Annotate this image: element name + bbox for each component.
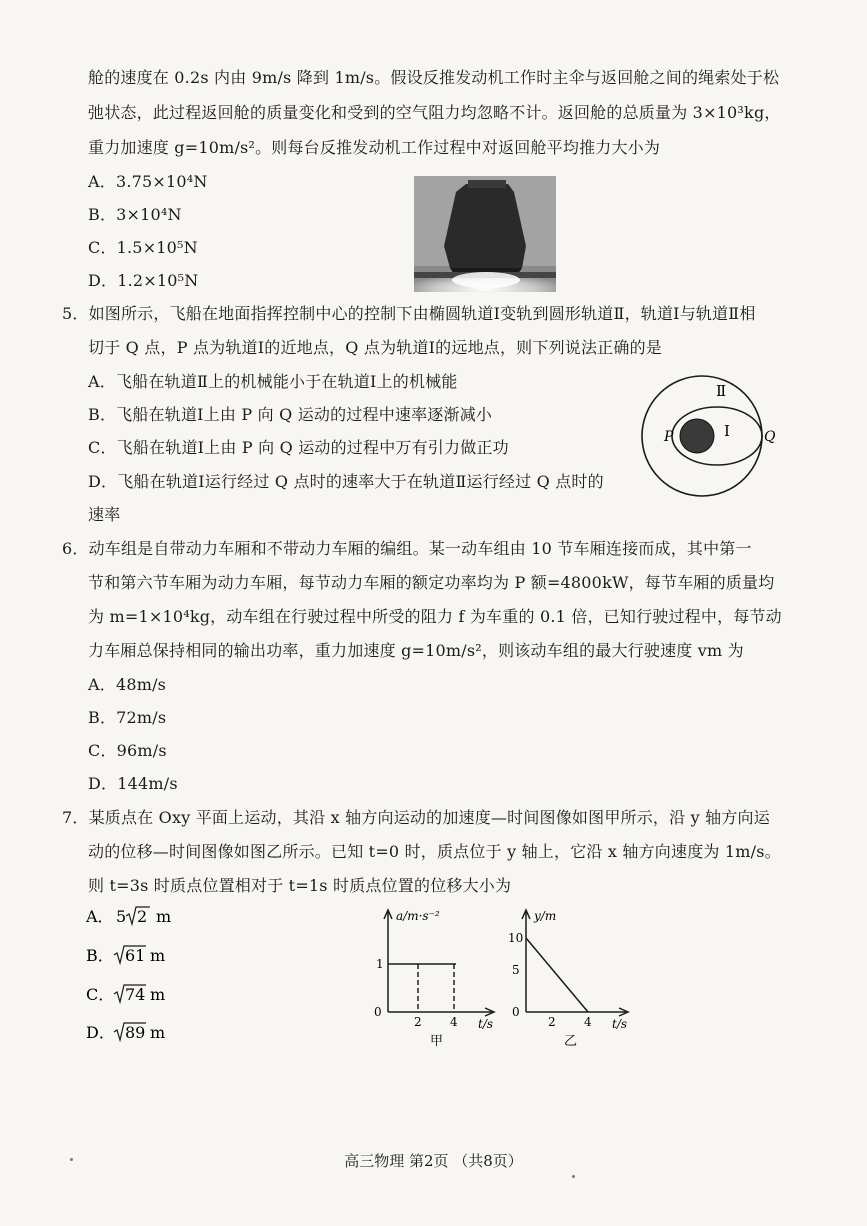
graph-yi-xtick-4: 4 <box>584 1015 592 1029</box>
graph-yi-ytick-5: 5 <box>512 963 520 977</box>
graph-yi-ytick-10: 10 <box>508 931 524 945</box>
q7-option-d-radicand: 89 <box>125 1023 146 1042</box>
graph-jia-caption: 甲 <box>430 1034 444 1049</box>
label-point-q: Q <box>764 429 776 445</box>
orbit-diagram <box>630 370 780 502</box>
q7-option-d <box>86 1018 186 1050</box>
graph-jia-xtick-4: 4 <box>450 1015 458 1029</box>
q6-stem-line-2: 节和第六节车厢为动力车厢，每节动力车厢的额定功率均为 P 额=4800kW，每节车厢的质量均 <box>88 573 775 592</box>
q4-stem-line-3: 重力加速度 g=10m/s²。则每台反推发动机工作过程中对返回舱平均推力大小为 <box>88 138 661 157</box>
q4-option-b: B．3×10⁴N <box>88 205 182 224</box>
q7-option-a <box>86 902 186 934</box>
q7-option-d-unit: m <box>150 1023 166 1042</box>
graph-yi-xlabel: t/s <box>612 1017 628 1031</box>
q6-option-a: A．48m/s <box>88 675 167 694</box>
q4-stem-line-2: 弛状态，此过程返回舱的质量变化和受到的空气阻力均忽略不计。返回舱的总质量为 3×10³kg， <box>88 103 781 122</box>
q5-option-b: B．飞船在轨道Ⅰ上由 P 向 Q 运动的过程中速率逐渐减小 <box>88 405 493 424</box>
graph-jia-ylabel: a/m·s⁻² <box>396 909 440 923</box>
q7-option-a-unit: m <box>156 907 172 926</box>
graph-yi-xtick-2: 2 <box>548 1015 556 1029</box>
q7-option-c-unit: m <box>150 985 166 1004</box>
page-footer: 高三物理 第2页 （共8页） <box>344 1152 523 1170</box>
graph-yi-line <box>526 938 588 1012</box>
q7-option-c-radicand: 74 <box>125 985 146 1004</box>
q7-stem-line-3: 则 t=3s 时质点位置相对于 t=1s 时质点位置的位移大小为 <box>88 876 512 895</box>
q6-option-c: C．96m/s <box>88 741 167 760</box>
q4-option-a: A．3.75×10⁴N <box>88 172 208 191</box>
graph-jia-ytick: 1 <box>376 957 384 971</box>
label-orbit-i: I <box>724 422 730 440</box>
q6-stem-line-4: 力车厢总保持相同的输出功率，重力加速度 g=10m/s²，则该动车组的最大行驶速度 vm 为 <box>88 641 744 660</box>
label-orbit-ii: Ⅱ <box>716 382 727 400</box>
graph-jia-xlabel: t/s <box>478 1017 494 1031</box>
graph-yi-ylabel: y/m <box>534 909 557 923</box>
q4-stem-line-1: 舱的速度在 0.2s 内由 9m/s 降到 1m/s。假设反推发动机工作时主伞与返回舱之间的绳索处于松 <box>88 68 780 87</box>
q4-option-c: C．1.5×10⁵N <box>88 238 198 257</box>
label-point-p: P <box>664 429 674 445</box>
q7-option-b-unit: m <box>150 946 166 965</box>
scan-speck <box>572 1175 575 1178</box>
q6-stem-line-1: 6．动车组是自带动力车厢和不带动力车厢的编组。某一动车组由 10 节车厢连接而成，其中第一 <box>62 539 752 558</box>
capsule-photo <box>414 176 556 292</box>
q7-option-a-coef: 5 <box>116 907 127 926</box>
graph-jia <box>368 902 500 1052</box>
q6-stem-line-3: 为 m=1×10⁴kg，动车组在行驶过程中所受的阻力 f 为车重的 0.1 倍，已知行驶过程中，每节动 <box>88 607 782 626</box>
graph-jia-origin: 0 <box>374 1005 382 1019</box>
graph-yi <box>504 902 636 1052</box>
q7-option-b <box>86 941 186 973</box>
q5-option-d: D．飞船在轨道Ⅰ运行经过 Q 点时的速率大于在轨道Ⅱ运行经过 Q 点时的 <box>88 472 604 491</box>
q7-stem-line-1: 7．某质点在 Oxy 平面上运动，其沿 x 轴方向运动的加速度—时间图像如图甲所示，沿 y 轴方向运 <box>62 808 770 827</box>
q6-option-b: B．72m/s <box>88 708 167 727</box>
graph-jia-xtick-2: 2 <box>414 1015 422 1029</box>
q7-option-c <box>86 980 186 1012</box>
q5-stem-line-2: 切于 Q 点，P 点为轨道Ⅰ的近地点，Q 点为轨道Ⅰ的远地点，则下列说法正确的是 <box>88 338 662 357</box>
q7-option-b-letter: B． <box>86 946 114 965</box>
q7-option-d-letter: D． <box>86 1023 115 1042</box>
q7-option-a-radicand: 2 <box>137 907 148 926</box>
q7-option-c-letter: C． <box>86 985 115 1004</box>
q4-option-d: D．1.2×10⁵N <box>88 271 199 290</box>
q6-option-d: D．144m/s <box>88 774 178 793</box>
q5-option-a: A．飞船在轨道Ⅱ上的机械能小于在轨道Ⅰ上的机械能 <box>88 372 458 391</box>
q5-option-c: C．飞船在轨道Ⅰ上由 P 向 Q 运动的过程中万有引力做正功 <box>88 438 509 457</box>
q7-option-b-radicand: 61 <box>125 946 146 965</box>
q5-stem-line-1: 5．如图所示，飞船在地面指挥控制中心的控制下由椭圆轨道Ⅰ变轨到圆形轨道Ⅱ，轨道Ⅰ与轨道Ⅱ相 <box>62 304 756 323</box>
graph-yi-caption: 乙 <box>564 1034 578 1049</box>
q7-stem-line-2: 动的位移—时间图像如图乙所示。已知 t=0 时，质点位于 y 轴上，它沿 x 轴方向速度为 1m/s。 <box>88 842 781 861</box>
q7-option-a-letter: A． <box>86 907 114 926</box>
graph-yi-origin: 0 <box>512 1005 520 1019</box>
q5-option-d-continued: 速率 <box>88 505 121 524</box>
